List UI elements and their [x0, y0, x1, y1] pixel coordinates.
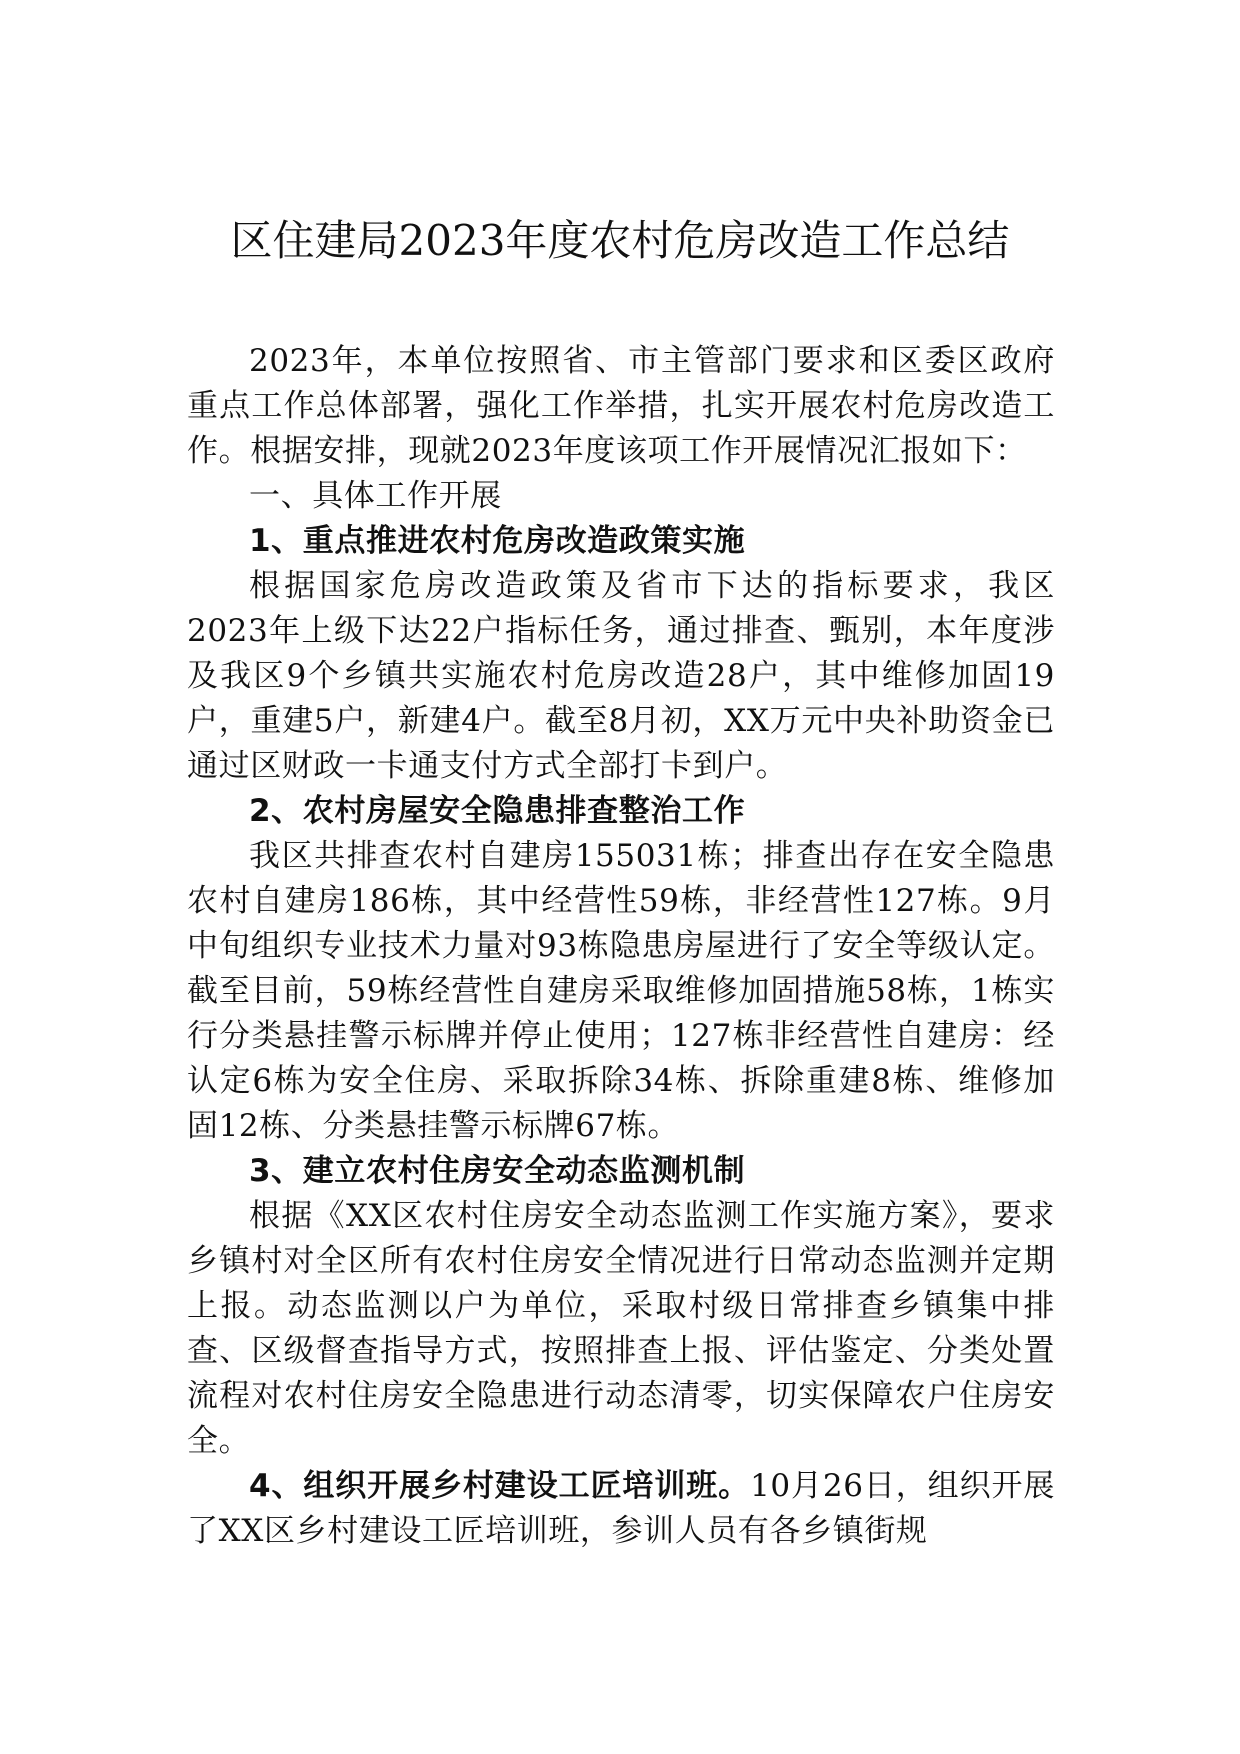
section-heading: 一、具体工作开展 — [249, 478, 502, 514]
item-4-paragraph — [187, 1464, 1055, 1554]
item-4-text: 10月26日，组织开展了XX区乡村建设工匠培训班，参训人员有各乡镇街规 — [187, 1468, 1055, 1549]
item-2-paragraph: 我区共排查农村自建房155031栋；排查出存在安全隐患农村自建房186栋，其中经营性59栋，非经营性127栋。9月中旬组织专业技术力量对93栋隐患房屋进行了安全等级认定。截至目前，59栋经营性自建房采取维修加固措施58栋，1栋实行分类悬挂警示标牌并停止使用；127栋非经营性自建房：经认定6栋为安全住房、采取拆除34栋、拆除重建8栋、维修加固12栋、分类悬挂警示标牌67栋。 — [187, 838, 1055, 1144]
page-title: 区住建局2023年度农村危房改造工作总结 — [230, 216, 1010, 265]
item-1-heading: 1、重点推进农村危房改造政策实施 — [249, 523, 746, 559]
item-2-heading: 2、农村房屋安全隐患排查整治工作 — [249, 793, 746, 829]
item-1-paragraph: 根据国家危房改造政策及省市下达的指标要求，我区2023年上级下达22户指标任务，通过排查、甄别，本年度涉及我区9个乡镇共实施农村危房改造28户，其中维修加固19户，重建5户，新建4户。截至8月初，XX万元中央补助资金已通过区财政一卡通支付方式全部打卡到户。 — [187, 568, 1055, 784]
item-3-paragraph: 根据《XX区农村住房安全动态监测工作实施方案》，要求乡镇村对全区所有农村住房安全情况进行日常动态监测并定期上报。动态监测以户为单位，采取村级日常排查乡镇集中排查、区级督查指导方式，按照排查上报、评估鉴定、分类处置流程对农村住房安全隐患进行动态清零，切实保障农户住房安全。 — [187, 1198, 1055, 1459]
item-3-heading: 3、建立农村住房安全动态监测机制 — [249, 1153, 746, 1189]
intro-paragraph: 2023年，本单位按照省、市主管部门要求和区委区政府重点工作总体部署，强化工作举措，扎实开展农村危房改造工作。根据安排，现就2023年度该项工作开展情况汇报如下： — [187, 343, 1055, 469]
item-4-heading: 4、组织开展乡村建设工匠培训班。 — [249, 1468, 751, 1504]
document-body — [187, 339, 1055, 1554]
